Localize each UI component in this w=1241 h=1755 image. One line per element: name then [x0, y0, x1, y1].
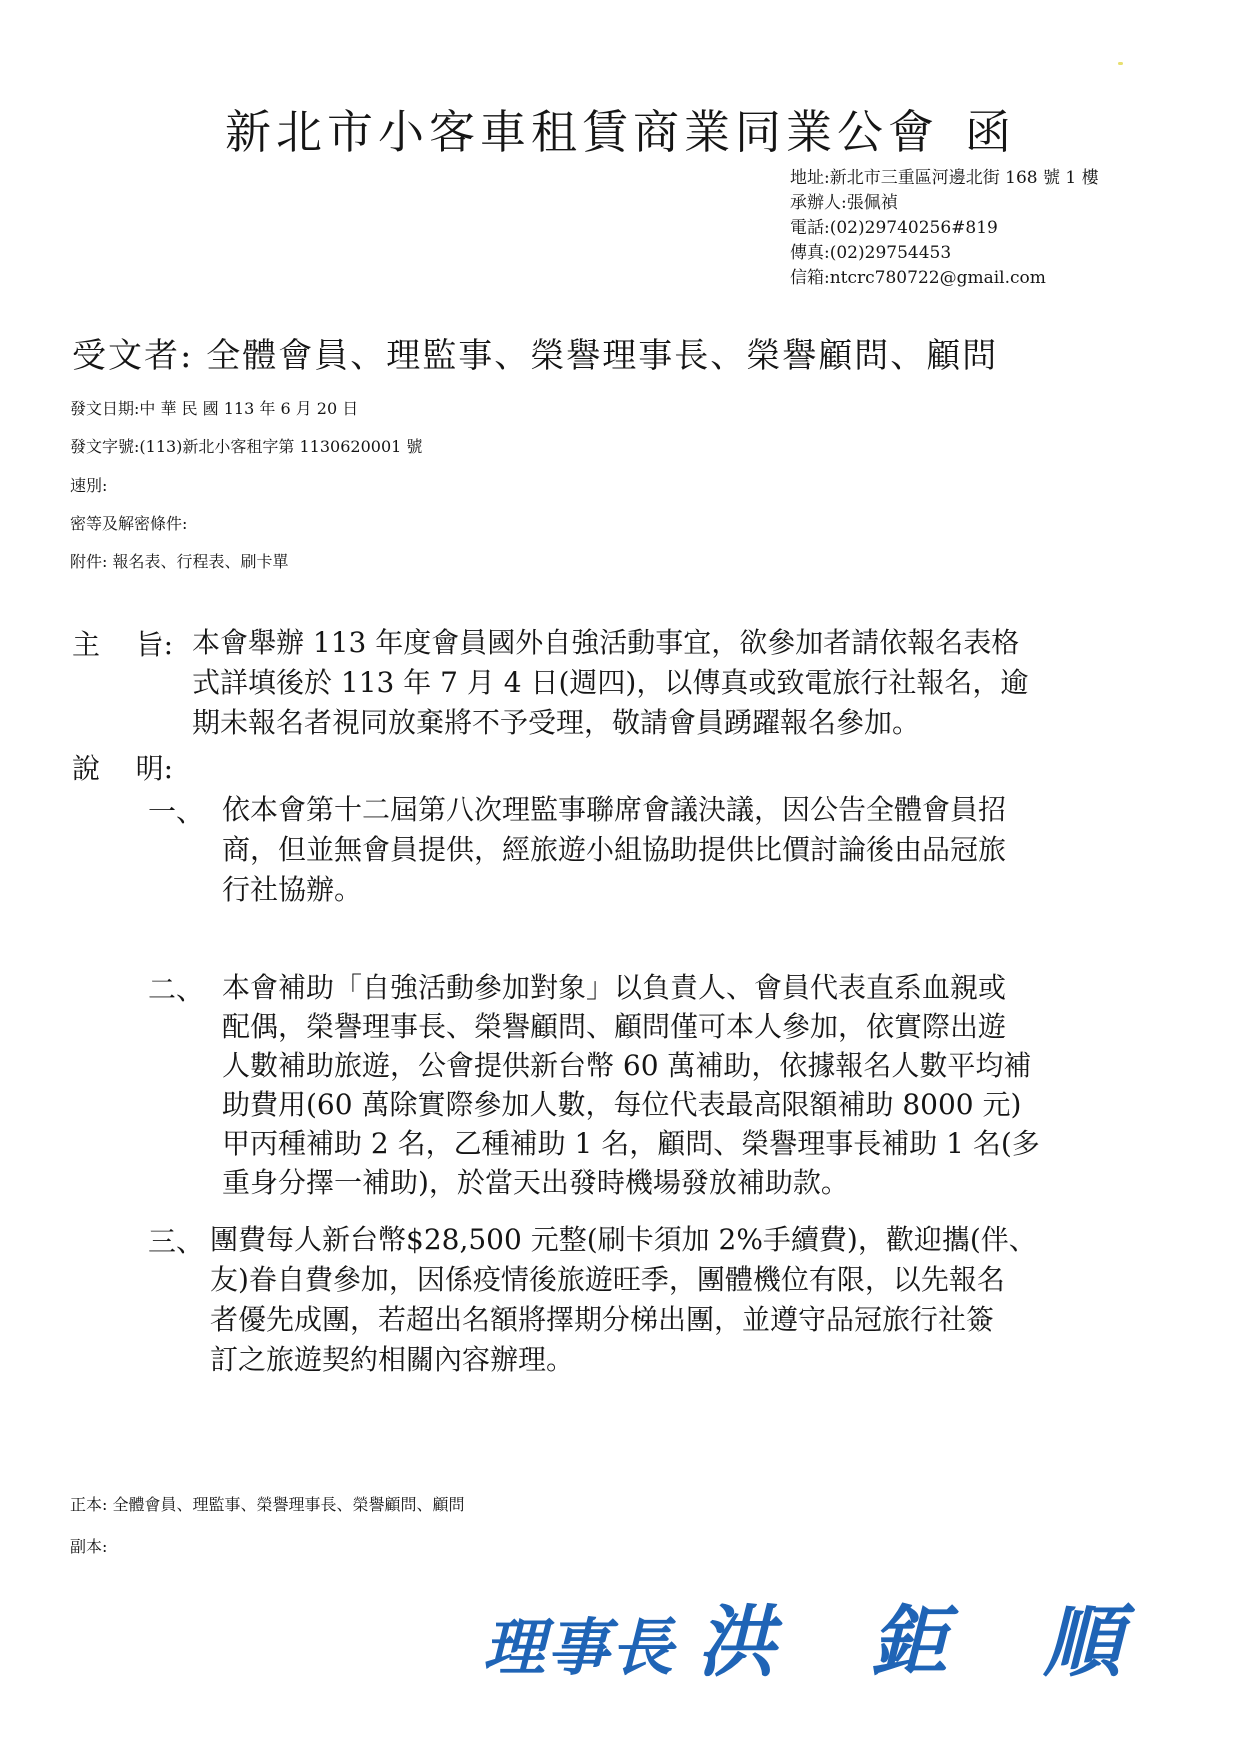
stamp-title: 理事長 [483, 1611, 676, 1684]
copy-recipients: 副本: [70, 1537, 108, 1556]
original-recipients: 正本: 全體會員、理監事、榮譽理事長、榮譽顧問、顧問 [70, 1495, 465, 1514]
contact-handler: 承辦人:張佩禎 [790, 193, 898, 213]
letterhead-title [0, 96, 1241, 162]
doc-number: 發文字號:(113)新北小客租字第 1130620001 號 [70, 437, 423, 456]
stamp-name: 洪 鉅 順 [697, 1597, 1156, 1688]
contact-block [790, 166, 1099, 291]
item-line: 依本會第十二屆第八次理監事聯席會議決議，因公告全體會員招 [222, 793, 1007, 826]
paper-speck [1118, 62, 1123, 65]
subject-line: 本會舉辦 113 年度會員國外自強活動事宜，欲參加者請依報名表格 [192, 626, 1020, 659]
contact-address: 地址:新北市三重區河邊北街 168 號 1 樓 [790, 168, 1099, 188]
item-number: 三、 [148, 1225, 205, 1258]
subject-body [192, 623, 1172, 743]
subject-line: 期未報名者視同放棄將不予受理，敬請會員踴躍報名參加。 [192, 706, 921, 739]
item-line: 本會補助「自強活動參加對象」以負責人、會員代表直系血親或 [222, 971, 1007, 1004]
explanation-item [210, 1220, 1037, 1380]
explanation-label: 說 明: [72, 752, 174, 785]
item-line: 團費每人新台幣$28,500 元整(刷卡須加 2%手續費)，歡迎攜(伴、 [210, 1223, 1037, 1256]
issue-date: 發文日期:中 華 民 國 113 年 6 月 20 日 [70, 399, 359, 418]
item-line: 者優先成團，若超出名額將擇期分梯出團，並遵守品冠旅行社簽 [210, 1303, 995, 1336]
subject-line: 式詳填後於 113 年 7 月 4 日(週四)，以傳真或致電旅行社報名，逾 [192, 666, 1029, 699]
item-line: 友)眷自費參加，因係疫情後旅遊旺季，團體機位有限，以先報名 [210, 1263, 1005, 1296]
item-line: 人數補助旅遊，公會提供新台幣 60 萬補助，依據報名人數平均補 [222, 1049, 1032, 1082]
item-number: 一、 [148, 795, 205, 828]
item-line: 訂之旅遊契約相關內容辦理。 [210, 1343, 575, 1376]
secrecy-level: 密等及解密條件: [70, 514, 188, 533]
subject-label: 主 旨: [72, 628, 174, 661]
doc-kind: 函 [965, 105, 1016, 159]
item-line: 助費用(60 萬除實際參加人數，每位代表最高限額補助 8000 元) [222, 1088, 1022, 1121]
item-line: 配偶，榮譽理事長、榮譽顧問、顧問僅可本人參加，依實際出遊 [222, 1010, 1007, 1043]
item-number: 二、 [148, 973, 205, 1006]
item-line: 行社協辦。 [222, 873, 363, 906]
explanation-item [222, 790, 1006, 910]
chairman-seal [483, 1580, 1155, 1692]
attachments: 附件: 報名表、行程表、刷卡單 [70, 552, 289, 571]
item-line: 甲丙種補助 2 名，乙種補助 1 名，顧問、榮譽理事長補助 1 名(多 [222, 1127, 1040, 1160]
contact-phone: 電話:(02)29740256#819 [790, 218, 998, 238]
speed-class: 速別: [70, 476, 108, 495]
recipient-line: 受文者: 全體會員、理監事、榮譽理事長、榮譽顧問、顧問 [72, 336, 999, 376]
item-line: 重身分擇一補助)，於當天出發時機場發放補助款。 [222, 1166, 849, 1199]
contact-fax: 傳真:(02)29754453 [790, 243, 952, 263]
contact-email: 信箱:ntcrc780722@gmail.com [790, 268, 1046, 288]
explanation-item [222, 968, 1040, 1202]
item-line: 商，但並無會員提供，經旅遊小組協助提供比價討論後由品冠旅 [222, 833, 1007, 866]
org-name: 新北市小客車租賃商業同業公會 [225, 105, 939, 159]
